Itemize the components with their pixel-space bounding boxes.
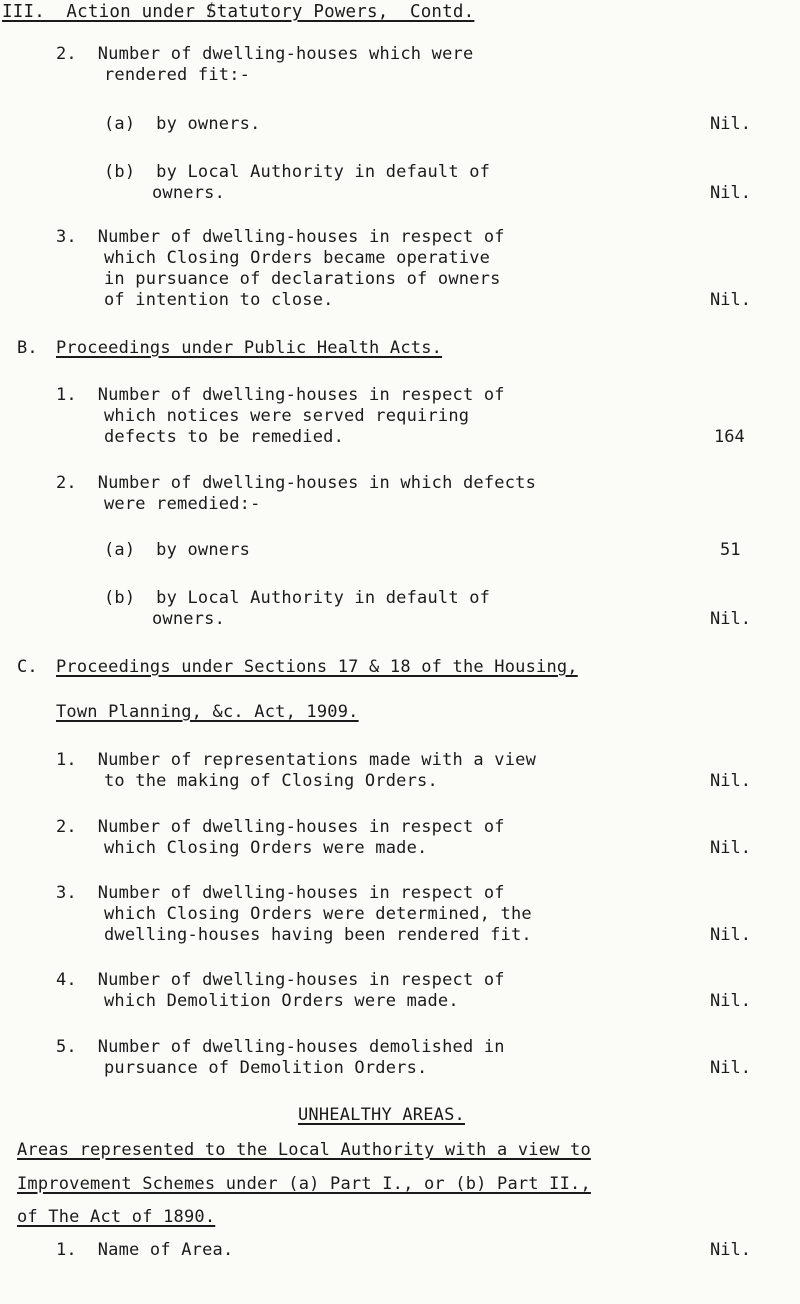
item-c3-line1: 3. Number of dwelling-houses in respect of [56, 883, 505, 903]
item-b1-line2: which notices were served requiring [104, 406, 470, 426]
unhealthy-item-name-value: Nil. [710, 1240, 751, 1260]
item-a3-line1: 3. Number of dwelling-houses in respect of [56, 227, 505, 247]
section-c-letter: C. [17, 657, 38, 677]
item-b2a-label: (a) by owners [104, 540, 251, 560]
item-b2b-value: Nil. [710, 609, 751, 629]
item-a2b-value: Nil. [710, 183, 751, 203]
item-c2-line2: which Closing Orders were made. [104, 838, 428, 858]
unhealthy-areas-title: UNHEALTHY AREAS. [298, 1105, 465, 1125]
item-c5-line1: 5. Number of dwelling-houses demolished in [56, 1037, 505, 1057]
item-a2-line1: 2. Number of dwelling-houses which were [56, 44, 474, 64]
item-c1-value: Nil. [710, 771, 751, 791]
item-b2-line2: were remedied:- [104, 494, 261, 514]
item-c1-line1: 1. Number of representations made with a view [56, 750, 537, 770]
item-c2-value: Nil. [710, 838, 751, 858]
item-a2a-label: (a) by owners. [104, 114, 261, 134]
item-c1-line2: to the making of Closing Orders. [104, 771, 438, 791]
item-a3-line3: in pursuance of declarations of owners [104, 269, 501, 289]
item-c4-value: Nil. [710, 991, 751, 1011]
item-c3-line3: dwelling-houses having been rendered fit. [104, 925, 532, 945]
section-b-letter: B. [17, 338, 38, 358]
unhealthy-item-name-label: 1. Name of Area. [56, 1240, 234, 1260]
item-a3-line2: which Closing Orders became operative [104, 248, 491, 268]
item-a2b-line1: (b) by Local Authority in default of [104, 162, 491, 182]
item-c4-line1: 4. Number of dwelling-houses in respect of [56, 970, 505, 990]
section-c-title-line2: Town Planning, &c. Act, 1909. [56, 702, 359, 722]
item-b2a-value: 51 [720, 540, 741, 560]
item-a2a-value: Nil. [710, 114, 751, 134]
item-c3-value: Nil. [710, 925, 751, 945]
item-b2-line1: 2. Number of dwelling-houses in which defects [56, 473, 537, 493]
item-c4-line2: which Demolition Orders were made. [104, 991, 459, 1011]
item-b2b-line1: (b) by Local Authority in default of [104, 588, 491, 608]
item-c5-value: Nil. [710, 1058, 751, 1078]
item-b1-line3: defects to be remedied. [104, 427, 345, 447]
item-c3-line2: which Closing Orders were determined, the [104, 904, 532, 924]
unhealthy-intro-line1: Areas represented to the Local Authority with a view to [17, 1140, 591, 1160]
item-a2-line2: rendered fit:- [104, 65, 251, 85]
item-a2b-line2: owners. [152, 183, 226, 203]
unhealthy-intro-line2: Improvement Schemes under (a) Part I., or (b) Part II., [17, 1174, 591, 1194]
section-b-title: Proceedings under Public Health Acts. [56, 338, 443, 358]
item-a3-value: Nil. [710, 290, 751, 310]
item-c5-line2: pursuance of Demolition Orders. [104, 1058, 428, 1078]
unhealthy-intro-line3: of The Act of 1890. [17, 1207, 216, 1227]
item-a3-line4: of intention to close. [104, 290, 334, 310]
item-b1-value: 164 [714, 427, 745, 447]
section-header: III. Action under Statutory Powers, Contd. [2, 2, 475, 22]
item-b2b-line2: owners. [152, 609, 226, 629]
item-b1-line1: 1. Number of dwelling-houses in respect of [56, 385, 505, 405]
section-c-title-line1: Proceedings under Sections 17 & 18 of the Housing, [56, 657, 578, 677]
item-c2-line1: 2. Number of dwelling-houses in respect of [56, 817, 505, 837]
